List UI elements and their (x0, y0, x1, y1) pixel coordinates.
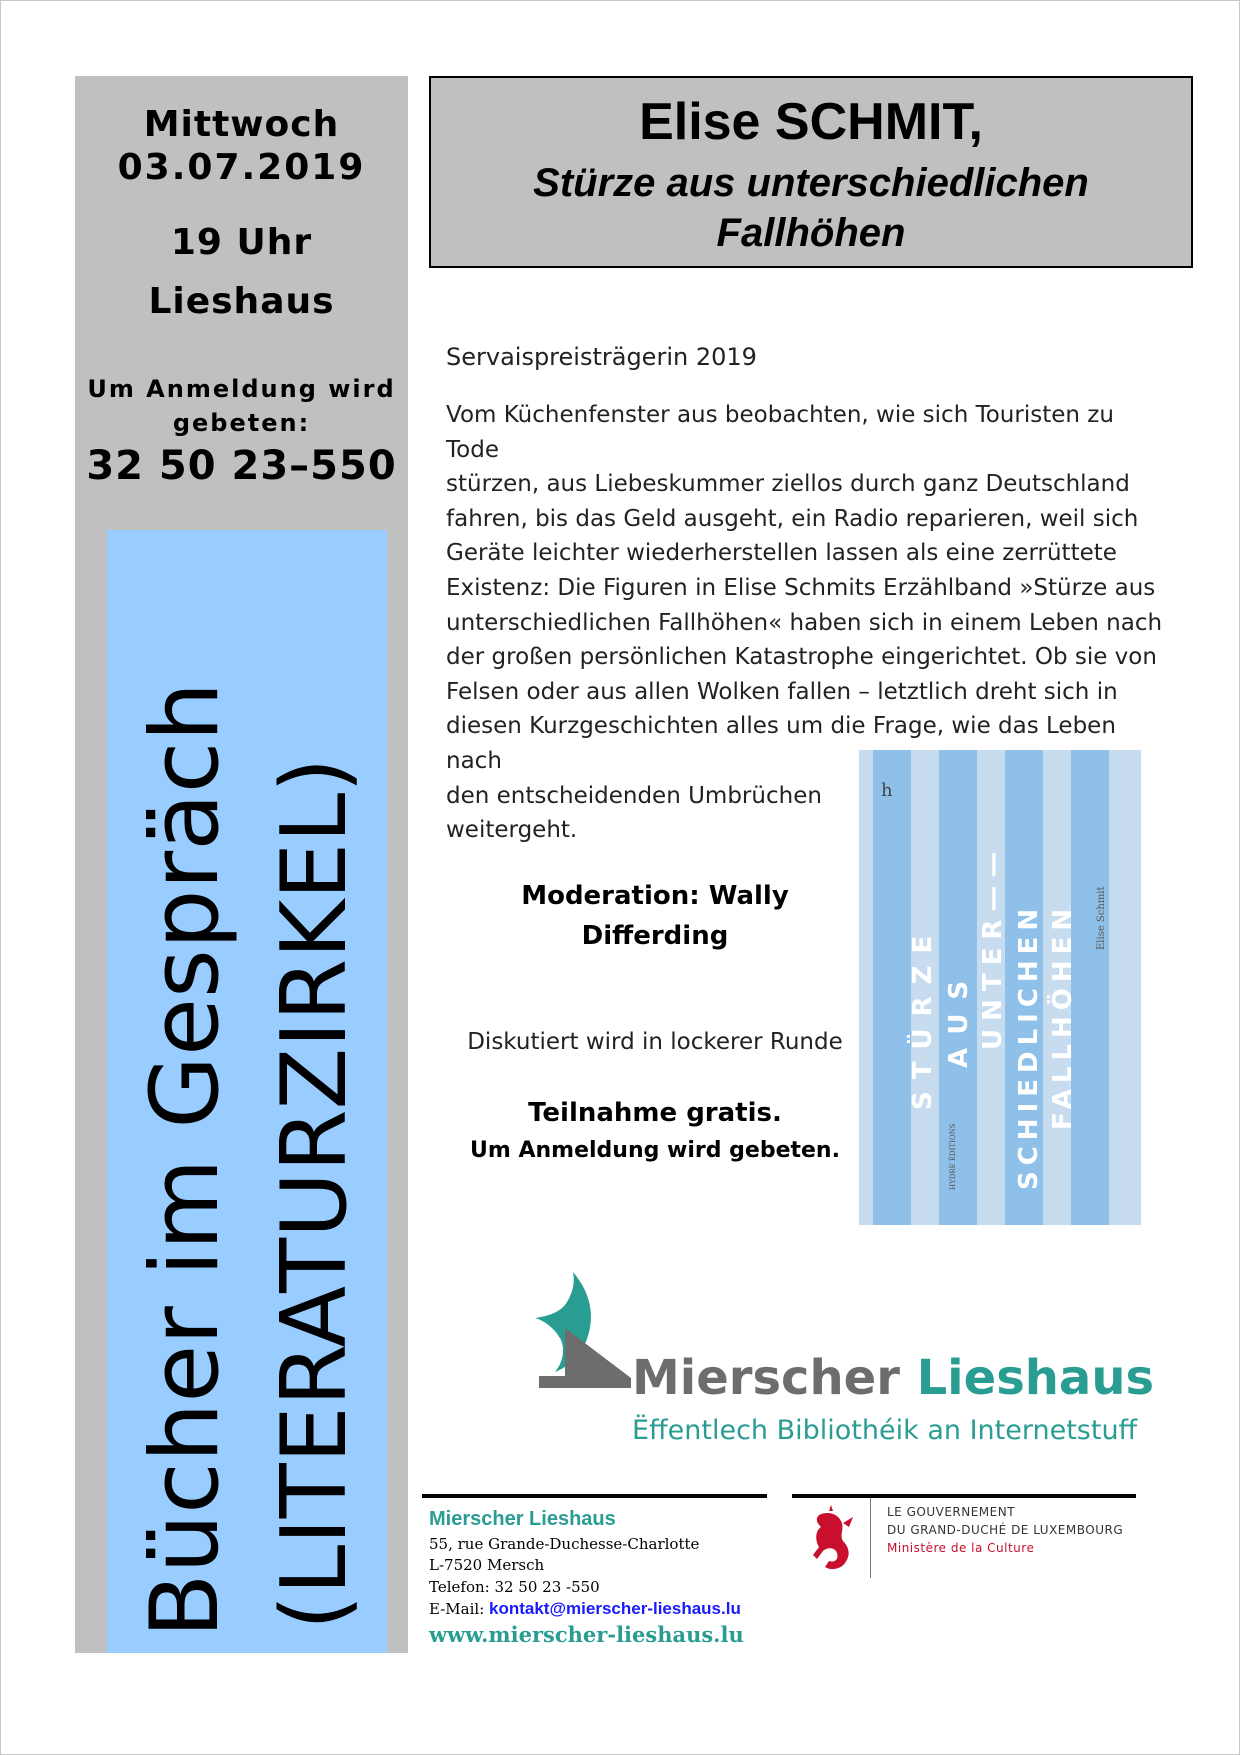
footer-email-row (429, 1599, 741, 1619)
cover-publisher: HYDRE ÉDITIONS (949, 1123, 957, 1190)
event-time: 19 Uhr (170, 222, 313, 263)
logo-word-2: Lieshaus (916, 1350, 1155, 1406)
cover-text-svg (859, 750, 1141, 1225)
description-line: der großen persönlichen Katastrophe eingerichtet. Ob sie von (446, 644, 1157, 671)
series-title-box (107, 530, 387, 1653)
government-line-1: LE GOUVERNEMENT (887, 1505, 1016, 1519)
book-cover-image (859, 750, 1141, 1225)
discussion-note: Diskutiert wird in lockerer Runde (467, 1029, 843, 1055)
footer-rule-left (422, 1494, 767, 1498)
description-line: diesen Kurzgeschichten alles um die Frage, wie das Leben nach (446, 713, 1116, 774)
book-title-line-1: Stürze aus unterschiedlichen (533, 161, 1089, 205)
series-title-line-1: Bücher im Gespräch (131, 681, 240, 1638)
cover-line: UNTER—— (978, 843, 1008, 1050)
lieshaus-logo-icon (535, 1272, 635, 1412)
logo-word-1: Mierscher (632, 1350, 900, 1406)
footer-email-link[interactable]: kontakt@mierscher-lieshaus.lu (489, 1599, 741, 1618)
event-place: Lieshaus (148, 281, 335, 322)
moderation-line-1: Moderation: Wally (521, 881, 789, 911)
description-line: weitergeht. (446, 817, 578, 844)
registration-request (75, 372, 408, 440)
registration-line-2: gebeten: (172, 409, 311, 437)
logo-tagline: Ëffentlech Bibliothéik an Internetstuff (632, 1415, 1138, 1446)
registration-note: Um Anmeldung wird gebeten. (470, 1138, 840, 1163)
description-line: Felsen oder aus allen Wolken fallen – letztlich dreht sich in (446, 678, 1118, 705)
event-day: Mittwoch (143, 104, 340, 145)
description-line: den entscheidenden Umbrüchen (446, 782, 822, 809)
cover-line: AUS (944, 966, 974, 1068)
free-entry: Teilnahme gratis. (528, 1098, 782, 1128)
event-date: 03.07.2019 (117, 147, 366, 188)
book-title-line-2: Fallhöhen (716, 211, 906, 255)
description-line: stürzen, aus Liebeskummer ziellos durch ganz Deutschland (446, 471, 1130, 498)
registration-phone: 32 50 23–550 (86, 443, 397, 489)
description-line: Geräte leichter wiederherstellen lassen als eine zerrüttete (446, 540, 1117, 567)
award-line: Servaispreisträgerin 2019 (446, 343, 757, 371)
author-name: Elise SCHMIT, (639, 93, 983, 151)
footer-city: L-7520 Mersch (429, 1556, 545, 1574)
government-ministry: Ministère de la Culture (887, 1541, 1035, 1555)
description-line: Existenz: Die Figuren in Elise Schmits Erzählband »Stürze aus (446, 574, 1156, 601)
moderation-line-2: Differding (581, 921, 729, 951)
cover-line: SCHIEDLICHEN (1014, 902, 1044, 1190)
title-box (429, 76, 1193, 268)
footer-phone: Telefon: 32 50 23 -550 (429, 1578, 600, 1596)
footer-email-label: E-Mail: (429, 1600, 490, 1618)
description-line: Vom Küchenfenster aus beobachten, wie sich Touristen zu Tode (446, 402, 1114, 463)
footer-rule-right (792, 1494, 1136, 1498)
description-line: unterschiedlichen Fallhöhen« haben sich in einem Leben nach (446, 609, 1163, 636)
government-line-2: DU GRAND-DUCHÉ DE LUXEMBOURG (887, 1523, 1124, 1537)
footer-website-link[interactable]: www.mierscher-lieshaus.lu (429, 1622, 744, 1647)
description-line: fahren, bis das Geld ausgeht, ein Radio reparieren, weil sich (446, 505, 1139, 532)
luxembourg-lion-crest-icon (805, 1501, 857, 1573)
logo-wordmark (632, 1350, 1154, 1406)
footer-org-name: Mierscher Lieshaus (429, 1508, 616, 1530)
book-title (431, 158, 1191, 258)
cover-line: FALLHÖHEN (1048, 902, 1078, 1130)
footer-street: 55, rue Grande-Duchesse-Charlotte (429, 1535, 700, 1553)
registration-line-1: Um Anmeldung wird (87, 375, 396, 403)
cover-author: Elise Schmit (1096, 886, 1107, 950)
moderation (470, 876, 840, 956)
series-title-line-2: (LITERATURZIRKEL) (262, 757, 367, 1630)
government-separator (870, 1498, 871, 1578)
cover-line: STÜRZE (908, 923, 938, 1110)
series-title-svg (107, 530, 387, 1653)
publisher-mark: h (881, 780, 893, 801)
